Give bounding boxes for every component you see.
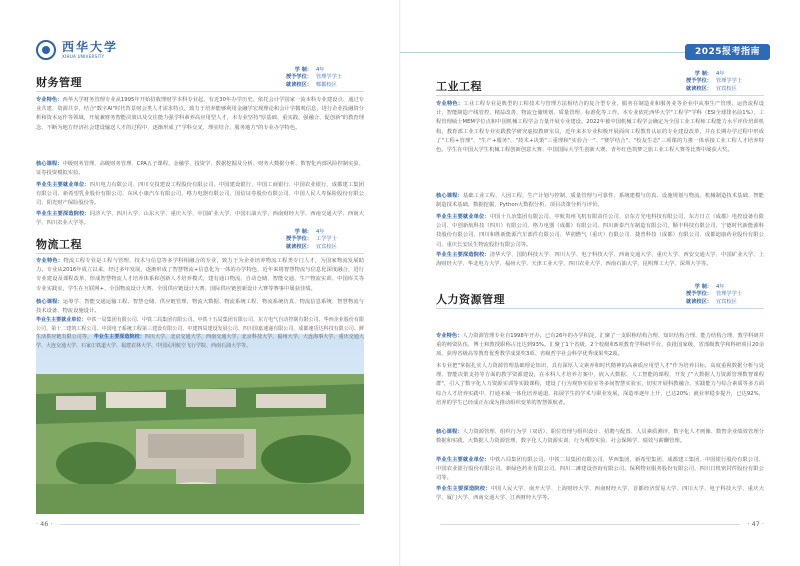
meta-label-campus: 就读校区： xyxy=(286,243,312,250)
meta-label-duration: 学 制： xyxy=(294,66,312,73)
meta-label-duration: 学 制： xyxy=(694,283,712,290)
meta-label-degree: 授予学位： xyxy=(286,74,312,80)
paragraph: 核心课程：人力资源管理、组织行为学（双语）、职位管理与组织设计、招聘与配置、人员素质测评、数字化人才画像、数智企业绩效管理分数据和实践、大数据人力资源管理、数字化人力资源实训、行为观察实验、社会保障学、绩效与薪酬管理。 xyxy=(436,429,764,445)
section-title: 物流工程 xyxy=(36,238,82,251)
meta-label-campus: 就读校区： xyxy=(686,85,712,92)
section-header-finance xyxy=(36,66,364,92)
meta-campus: 宜宾校区 xyxy=(716,85,737,92)
meta-label-duration: 学 制： xyxy=(294,228,312,235)
header-rule xyxy=(400,52,720,53)
section-title: 工业工程 xyxy=(436,80,482,93)
paragraph: 核心课程：运筹学、智能交通运输工程、智慧仓储、供应链管理、物流大数据、物流系统工程、物流系统仿真、物流信息系统、智慧物流与技术设备、物流设施设计。 xyxy=(36,299,364,315)
paragraph: 本专业把"掌握扎实人力资源管理基础理论知识，具有深厚人文素养和时代精神的高素质应用型人才"作为培养目标，高度重视数据分析与处理、智能决策支持等方面的教学资源建设，在本科人才培养方案中，嵌入大数据、人工智能的课程，开发了"大数据人力资源管理数智课程群"，引入了数字化人力资源实训等实践课程，建设了行为观察实验室等多间智慧实验室，切实开展科教融合、实践能力与综合素质等多方面综合人才培养实践中，打通本硕一体化培养通道，拓展学生的学术与职业发展，深造率逐年上升，已达20%；就业率稳步提升，已达92%，培养的学生已经成正在成为推动组织变革的智慧领航者。 xyxy=(436,363,764,406)
meta-campus: 宜宾校区 xyxy=(316,243,337,250)
logistics-extra-2 xyxy=(36,316,364,349)
section-meta xyxy=(280,229,364,252)
page-footer-rule xyxy=(440,524,740,525)
meta-duration: 4年 xyxy=(316,228,325,235)
section-title: 人力资源管理 xyxy=(436,293,505,306)
meta-label-campus: 就读校区： xyxy=(686,298,712,305)
guide-badge: 2025报考指南 xyxy=(685,44,770,60)
section-meta xyxy=(680,71,764,94)
section-divider xyxy=(36,253,364,254)
paragraph: 专业特色：西华大学财务管理专业从1995年开始招收理财学本科专业起，有近30年办学历史。依托会计学国家一流本科专业建设点、通过专业共建、资源共享，结合"数字AI"时代背景财会类人才需求特点，致力于培养能够利用金融学宏观理论和会计学微观信息，进行企业投融资分析和资本运作等领域，开展兼财务智能决策以及交往能力强学科素养高应用型人才，本专业坚持"厚基础、重实践、强融合、促创新"的教育理念，不断为地方经济社会建设输送人才的过程中，逐渐形成了"学科交叉、理实结合、服务地方"的专业办学特色。 xyxy=(36,97,364,131)
paragraph: 毕业生主要深造院校：清华大学、国防科技大学、四川大学、电子科技大学、西南交通大学、重庆大学、西安交通大学、中国矿业大学、上海财经大学、华北电力大学、福州大学、天津工业大学、四川农业大学、西南石油大学、昆明理工大学、深圳大学等。 xyxy=(436,252,764,268)
paragraph: 专业特色：工业工程专业是典型的工程技术与管理方法相结合的复合型专业，服务在制造业和服务业等企业中从事生产管理、运营流程设计、智能制造产线管控、精益改善、物流仓储规划、质量管理、标准化等工作。本专业依托西华大学"工程学"学科（ESI全球排名前1%），工程管理硕士MEM学位点和中国机械工程学会力量开展专业建设。2022年被中国机械工程学会确定为全国工业工程师工程能力水平评价培训机构，教育部工业工程专业实践教学研究虚拟教研室员，近年来本专业积极开展面向工程教育认证的专业建设改革，并在长期办学过程中形成了"工程+管理"、"生产+服务"、"技术+决策"三重理和"实验合一"、"赛学结合"、"校友生态"三项课的力推一体承接工业工程人才培养特色。学生在中国大学生机械工程创新创意大赛、中国国际大学生创新大赛、青年红色筑梦之旅工业工程大赛等比赛中屡获大奖。 xyxy=(436,101,764,154)
paragraph: 核心课程：中级财务管理、高级财务管理、CPA五子课程、金融学、投资学、数据挖掘及分析、财务大数据分析、数智化内部风险控制实验、证券投资模拟实验。 xyxy=(36,161,365,177)
logo-chinese-name: 西华大学 xyxy=(62,40,119,54)
meta-degree: 管理学学士 xyxy=(316,74,342,80)
paragraph: 毕业生主要就业单位：中铁八局集团有限公司、中铁二局集团有限公司、华西集团、新希望集团、成都建工集团、中国银行股份有限公司、中国农业银行股份有限公司、新绿色药业有限公司、四川二滩建设咨询有限公司、保利物业服务股份有限公司、四川日机密封件股份有限公司等。 xyxy=(436,457,764,482)
section-header-logistics xyxy=(36,228,364,254)
paragraph: 核心课程：基础工业工程、人因工程、生产计划与控制、质量管理与可靠性、系统建模与仿真、设施规划与物流、机械制造技术基础、智能制造技术基础、数据挖掘、Python大数据分析、项目决策分析与评价。 xyxy=(436,193,764,209)
page-footer-rule xyxy=(60,524,360,525)
section-divider xyxy=(436,95,764,96)
meta-degree: 工学学士 xyxy=(316,236,337,242)
paragraph: 毕业生主要深造院校：同济大学、四川大学、山东大学、重庆大学、中国矿业大学、中国石油大学、西南财经大学、西南交通大学、西南大学、四川农业大学等。 xyxy=(36,211,364,227)
meta-campus: 宜宾校区 xyxy=(716,298,737,305)
meta-label-duration: 学 制： xyxy=(694,70,712,77)
meta-degree: 管理学学士 xyxy=(716,78,742,84)
paragraph: 毕业生主要就业单位：四川电力有限公司、四川交投建设工程股份有限公司、中国建设银行、中国工商银行、中国农业银行、成都建工集团有限公司、新希望乳业股份有限公司、东风小康汽车有限公司、格力电器有限公司、国信证券股份有限公司、中国人民人寿保险股份有限公司、阳光财产保险股份等。 xyxy=(36,182,364,207)
section-title: 财务管理 xyxy=(36,76,82,89)
university-logo xyxy=(36,40,118,60)
meta-duration: 4年 xyxy=(316,66,325,73)
section-meta xyxy=(280,67,364,90)
meta-degree: 管理学学士 xyxy=(716,291,742,297)
section-header-industrial xyxy=(436,70,764,96)
university-emblem-icon xyxy=(36,40,56,60)
section-header-hr xyxy=(436,283,764,309)
logo-english-name: XIHUA UNIVERSITY xyxy=(62,54,105,59)
right-page xyxy=(400,0,800,566)
section-meta xyxy=(680,284,764,307)
paragraph: 专业特色：人力资源管理专业自1998年开办，已有26年的办学积淀，汇聚了一支职称结构合理、知识结构合理、能力结构合理、教学科研并重的师资队伍，博士和教授职称占比达到93%。汇聚了1个省级、2个校级和5项教育学科研平台，获批国家级、省部级教学和科研项目20余项，获得省级高等教育优秀教学成果奖3项、省级哲学社会科学优秀成果奖2项。 xyxy=(436,333,764,358)
logistics-extra xyxy=(36,298,364,316)
meta-label-campus: 就读校区： xyxy=(286,81,312,88)
page-number: · 47 · xyxy=(747,520,764,528)
meta-campus: 郫都校区 xyxy=(316,81,337,88)
meta-duration: 4年 xyxy=(716,70,725,77)
campus-aerial-photo xyxy=(36,334,364,514)
meta-label-degree: 授予学位： xyxy=(686,291,712,297)
meta-label-degree: 授予学位： xyxy=(286,236,312,242)
paragraph: 毕业生主要就业单位：中铁一局集团有限公司、中铁二局集团有限公司、中铁十五局集团有限公司、东方电气自动控制有限公司、华西企业股份有限公司、第十二建筑工程公司、中国电子系统工程第三建设有限公司、中建四局建设发展公司、四川国嘉速递有限公司、成都速货达科技有限公司、鲜生活供应链有限公司等。 毕业生主要深造院校：四川大学、北京交通大学、西南交通大学、北京科技大学、福州大学、大连海事大学、重庆交通大学、大连交通大学、石家庄铁道大学、福建农林大学、中国民用航空飞行学院、西南石油大学等。 xyxy=(36,317,364,349)
meta-label-degree: 授予学位： xyxy=(686,78,712,84)
paragraph: 专业特色：物流工程专业是工程与管理、技术与信息等多学科相融合的专业，致力于为企业培养物流工程类专门人才，为国家物流发展助力。专业从2016年成立以来，经过多年发展，逐渐形成了智慧物流+信息化为一体的办学特色，近年来将智慧物流与信息化深度融合，进行专业建设及课程改革，形成智慧物流人才培养体系和创新人才培养模式，建有通口物流、自动仓储、智能交通、生产物流实训、中国库关等专业实践室，学生在互联网+、全国物流设计大赛、全国供应链设计大赛、国际供应链创新设计大赛等赛事中屡获佳绩。 xyxy=(36,258,364,292)
section-divider xyxy=(36,91,364,92)
paragraph: 毕业生主要就业单位：中国十九冶集团有限公司、中航贵州飞机有限责任公司、京东方光电科技有限公司、东方日立（成都）电控设备有限公司、中创新航科技（四川）有限公司、格力电器（成都）有限公司、四川新泰汽车制造有限公司、顺丰科技有限公司、宁德时代新能源科技股份有限公司、四川和胜新能源汽车部件有限公司、华润燃气（重庆）有限公司、捷普科技（成都）有限公司、成都迪康药业股份有限公司、重庆长安民生物流股份有限公司等。 xyxy=(436,214,764,248)
page-number: · 46 · xyxy=(36,520,53,528)
paragraph: 毕业生主要深造院校：中国人民大学、南开大学、上海财经大学、西南财经大学、首都经济贸易大学、四川大学、电子科技大学、重庆大学、厦门大学、西南交通大学、江西财经大学等。 xyxy=(436,486,764,502)
meta-duration: 4年 xyxy=(716,283,725,290)
section-divider xyxy=(436,308,764,309)
